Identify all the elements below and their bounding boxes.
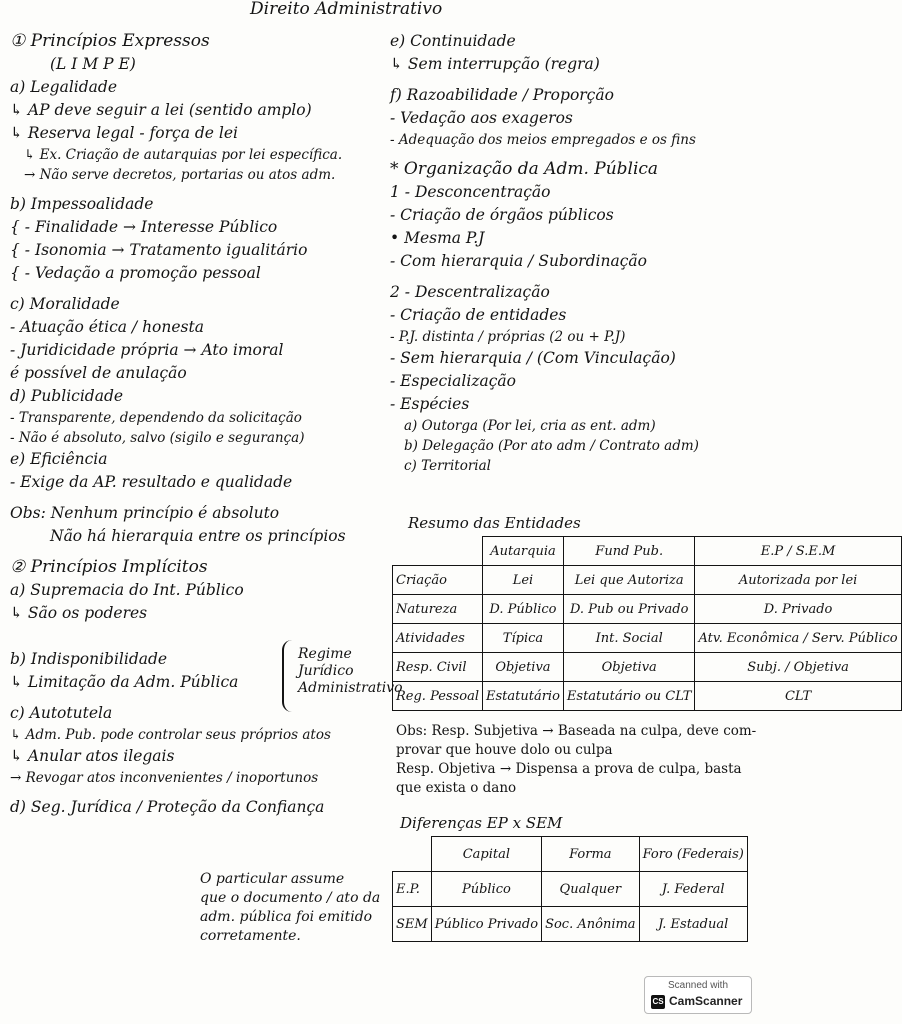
table-cell: Autorizada por lei (695, 566, 901, 595)
table-cell: Atv. Econômica / Serv. Público (695, 624, 901, 653)
confianca-note-line: O particular assume (200, 871, 345, 887)
note-line (10, 625, 380, 648)
note-line: - Atuação ética / honesta (10, 318, 204, 336)
right-column (390, 30, 760, 476)
table-cell: D. Público (483, 595, 564, 624)
note-line: ↳ Anular atos ilegais (10, 747, 175, 765)
brace-mark (282, 640, 298, 712)
column-header: Foro (Federais) (639, 837, 747, 872)
note-line: ↳ AP deve seguir a lei (sentido amplo) (10, 101, 312, 119)
ep-sem-header-row (393, 837, 748, 872)
entidades-table (392, 536, 902, 711)
note-line: f) Razoabilidade / Proporção (390, 86, 614, 104)
confianca-note-line: adm. pública foi emitido (200, 909, 373, 925)
left-column (10, 30, 403, 819)
note-line: a) Outorga (Por lei, cria as ent. adm) (404, 418, 656, 434)
row-header: Atividades (393, 624, 483, 653)
obs-line: que exista o dano (396, 780, 517, 796)
row-header: Reg. Pessoal (393, 682, 483, 711)
note-line: b) Indisponibilidade (10, 650, 168, 668)
note-line: ② Princípios Implícitos (10, 557, 208, 577)
note-line: ↳ Reserva legal - força de lei (10, 124, 238, 142)
entidades-caption: Resumo das Entidades (408, 514, 581, 532)
note-line: Não há hierarquia entre os princípios (50, 527, 346, 545)
note-line: b) Delegação (Por ato adm / Contrato adm) (404, 438, 699, 454)
note-line: • Mesma P.J (390, 229, 485, 247)
note-line: b) Impessoalidade (10, 195, 154, 213)
note-line: - Transparente, dependendo da solicitação (10, 410, 302, 426)
table-row (393, 907, 748, 942)
table-cell: Objetiva (483, 653, 564, 682)
confianca-note-line: que o documento / ato da (200, 890, 381, 906)
table-cell: Estatutário ou CLT (563, 682, 695, 711)
note-line: - Especialização (390, 372, 516, 390)
table-row (393, 624, 902, 653)
note-line: - Adequação dos meios empregados e os fins (390, 132, 696, 148)
row-header: Criação (393, 566, 483, 595)
ep-sem-table (392, 836, 748, 942)
obs-line: Resp. Objetiva → Dispensa a prova de culpa, basta (396, 761, 742, 777)
note-line: (L I M P E) (50, 55, 136, 73)
note-line: e) Eficiência (10, 450, 108, 468)
note-line: * Organização da Adm. Pública (390, 159, 659, 179)
note-line: é possível de anulação (10, 364, 187, 382)
note-line: ↳ São os poderes (10, 604, 148, 622)
table-row (393, 872, 748, 907)
table-cell: Int. Social (563, 624, 695, 653)
note-line: ↳ Ex. Criação de autarquias por lei específica. (24, 147, 343, 163)
note-line: a) Legalidade (10, 78, 118, 96)
table-cell: J. Federal (639, 872, 747, 907)
note-line: Obs: Nenhum princípio é absoluto (10, 504, 280, 522)
note-line: 2 - Descentralização (390, 283, 550, 301)
note-line: { - Isonomia → Tratamento igualitário (10, 241, 308, 259)
page-title: Direito Administrativo (250, 0, 443, 19)
table-cell: D. Pub ou Privado (563, 595, 695, 624)
table-cell: CLT (695, 682, 901, 711)
note-line: 1 - Desconcentração (390, 183, 551, 201)
table-cell: Estatutário (483, 682, 564, 711)
ep-sem-caption: Diferenças EP x SEM (400, 814, 563, 832)
note-line: - Vedação aos exageros (390, 109, 573, 127)
stamp-name: CamScanner (669, 994, 743, 1008)
note-line: - Juridicidade própria → Ato imoral (10, 341, 284, 359)
note-line: ↳ Limitação da Adm. Pública (10, 673, 239, 691)
column-header: Autarquia (483, 537, 564, 566)
table-cell: Lei que Autoriza (563, 566, 695, 595)
column-header: Forma (542, 837, 639, 872)
note-line: - Com hierarquia / Subordinação (390, 252, 647, 270)
note-line: a) Supremacia do Int. Público (10, 581, 244, 599)
note-line: d) Seg. Jurídica / Proteção da Confiança (10, 798, 325, 816)
note-line: - Espécies (390, 395, 470, 413)
note-line: - Criação de órgãos públicos (390, 206, 614, 224)
camscanner-stamp (644, 976, 752, 1014)
table-row (393, 566, 902, 595)
note-line: c) Moralidade (10, 295, 120, 313)
camscanner-logo-icon: CS (651, 995, 665, 1009)
table-cell: Qualquer (542, 872, 639, 907)
row-header: E.P. (393, 872, 432, 907)
confianca-note-line: corretamente. (200, 928, 301, 944)
table-cell: Soc. Anônima (542, 907, 639, 942)
note-line: d) Publicidade (10, 387, 124, 405)
table-row (393, 682, 902, 711)
empty-corner-cell (393, 837, 432, 872)
empty-corner-cell (393, 537, 483, 566)
note-line: - Exige da AP. resultado e qualidade (10, 473, 293, 491)
obs-line: Obs: Resp. Subjetiva → Baseada na culpa, deve com- (396, 723, 757, 739)
table-cell: Público (431, 872, 541, 907)
row-header: SEM (393, 907, 432, 942)
row-header: Resp. Civil (393, 653, 483, 682)
column-header: E.P / S.E.M (695, 537, 901, 566)
note-line: { - Vedação a promoção pessoal (10, 264, 261, 282)
confianca-note (200, 870, 380, 946)
note-line: c) Territorial (404, 458, 491, 474)
note-line: → Revogar atos inconvenientes / inoportunos (10, 770, 319, 786)
table-cell: J. Estadual (639, 907, 747, 942)
column-header: Capital (431, 837, 541, 872)
table-cell: Subj. / Objetiva (695, 653, 901, 682)
obs-block (396, 722, 758, 798)
note-line: c) Autotutela (10, 704, 113, 722)
note-line: - P.J. distinta / próprias (2 ou + P.J) (390, 329, 626, 345)
table-cell: Lei (483, 566, 564, 595)
note-line: { - Finalidade → Interesse Público (10, 218, 278, 236)
note-line: ↳ Adm. Pub. pode controlar seus próprios atos (10, 727, 331, 743)
entidades-header-row (393, 537, 902, 566)
table-cell: Público Privado (431, 907, 541, 942)
note-line: - Sem hierarquia / (Com Vinculação) (390, 349, 676, 367)
note-line: - Criação de entidades (390, 306, 567, 324)
table-cell: D. Privado (695, 595, 901, 624)
table-cell: Objetiva (563, 653, 695, 682)
regime-note: Regime Jurídico Administrativo (298, 646, 403, 696)
table-row (393, 653, 902, 682)
row-header: Natureza (393, 595, 483, 624)
note-line: - Não é absoluto, salvo (sigilo e segurança) (10, 430, 305, 446)
table-row (393, 595, 902, 624)
note-line: e) Continuidade (390, 32, 516, 50)
stamp-top-text: Scanned with (667, 980, 729, 991)
note-line: ↳ Sem interrupção (regra) (390, 55, 600, 73)
column-header: Fund Pub. (563, 537, 695, 566)
note-line: → Não serve decretos, portarias ou atos adm. (24, 167, 336, 183)
table-cell: Típica (483, 624, 564, 653)
note-line: ① Princípios Expressos (10, 31, 210, 51)
obs-line: provar que houve dolo ou culpa (396, 742, 613, 758)
